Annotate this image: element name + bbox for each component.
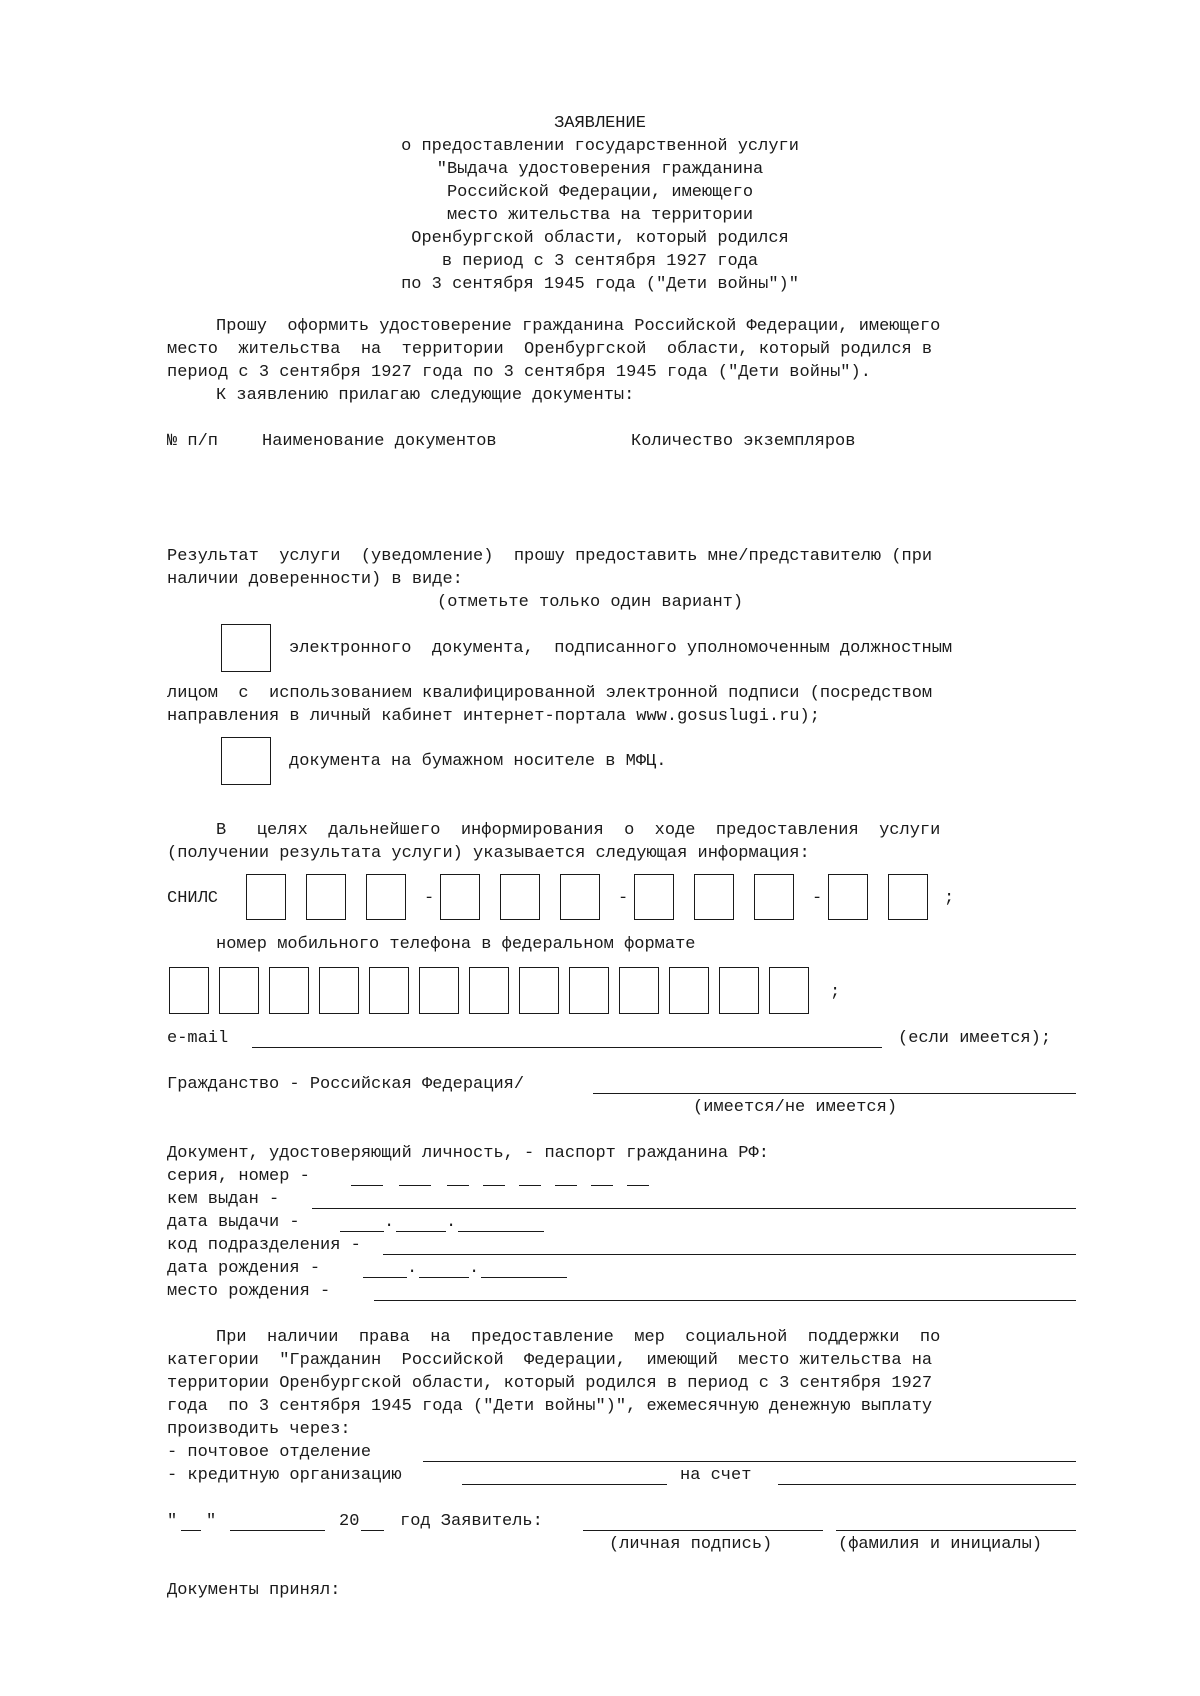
issue-date-day-field[interactable]: [340, 1231, 384, 1232]
result-hint: (отметьте только один вариант): [437, 593, 744, 612]
issue-date-year-field[interactable]: [458, 1231, 544, 1232]
header-line: по 3 сентября 1945 года ("Дети войны")": [401, 275, 799, 294]
option-paper-label: документа на бумажном носителе в МФЦ.: [289, 752, 667, 771]
snils-digit-box[interactable]: [888, 874, 928, 920]
applicant-label: год Заявитель:: [400, 1512, 543, 1531]
phone-digit-box[interactable]: [569, 967, 609, 1014]
series-number-field[interactable]: [483, 1185, 505, 1186]
attachments-intro: К заявлению прилагаю следующие документы:: [216, 386, 635, 405]
birth-date-year-field[interactable]: [481, 1277, 567, 1278]
option-electronic-label-cont: направления в личный кабинет интернет-портала www.gosuslugi.ru);: [167, 707, 820, 726]
year-prefix: 20: [339, 1512, 360, 1531]
quote-close: ": [206, 1512, 217, 1531]
birth-date-day-field[interactable]: [363, 1277, 407, 1278]
payment-line: производить через:: [167, 1420, 351, 1439]
phone-digit-box[interactable]: [669, 967, 709, 1014]
payment-line: года по 3 сентября 1945 года ("Дети войны")", ежемесячную денежную выплату: [167, 1397, 933, 1416]
series-number-field[interactable]: [351, 1185, 383, 1186]
column-doc-name: Наименование документов: [262, 432, 497, 451]
sign-year-field[interactable]: [361, 1530, 384, 1531]
series-number-field[interactable]: [447, 1185, 469, 1186]
birth-place-field[interactable]: [374, 1300, 1076, 1301]
account-field[interactable]: [778, 1484, 1076, 1485]
birth-place-label: место рождения -: [167, 1282, 331, 1301]
option-electronic-label: электронного документа, подписанного уполномоченным должностным: [289, 639, 953, 658]
quote-open: ": [167, 1512, 178, 1531]
phone-digit-box[interactable]: [769, 967, 809, 1014]
citizenship-field[interactable]: [593, 1093, 1076, 1094]
series-number-field[interactable]: [627, 1185, 649, 1186]
email-label: e-mail: [167, 1029, 229, 1048]
request-line: Прошу оформить удостоверение гражданина Российской Федерации, имеющего: [216, 317, 941, 336]
snils-dash: -: [618, 889, 629, 908]
request-line: период с 3 сентября 1927 года по 3 сентября 1945 года ("Дети войны").: [167, 363, 871, 382]
sign-month-field[interactable]: [230, 1530, 325, 1531]
header-line: Российской Федерации, имеющего: [446, 183, 754, 202]
phone-digit-box[interactable]: [269, 967, 309, 1014]
post-office-field[interactable]: [423, 1461, 1076, 1462]
issued-by-label: кем выдан -: [167, 1190, 280, 1209]
phone-label: номер мобильного телефона в федеральном формате: [216, 935, 696, 954]
header-line: в период с 3 сентября 1927 года: [441, 252, 759, 271]
birth-date-label: дата рождения -: [167, 1259, 321, 1278]
paper-document-checkbox[interactable]: [221, 737, 271, 785]
result-line: Результат услуги (уведомление) прошу предоставить мне/представителю (при: [167, 547, 933, 566]
date-dot: .: [469, 1259, 480, 1278]
series-number-field[interactable]: [399, 1185, 431, 1186]
snils-digit-box[interactable]: [366, 874, 406, 920]
full-name-field[interactable]: [836, 1530, 1076, 1531]
issue-date-label: дата выдачи -: [167, 1213, 300, 1232]
phone-digit-box[interactable]: [169, 967, 209, 1014]
phone-digit-box[interactable]: [419, 967, 459, 1014]
phone-digit-box[interactable]: [719, 967, 759, 1014]
snils-digit-box[interactable]: [500, 874, 540, 920]
payment-line: категории "Гражданин Российской Федерации, имеющий место жительства на: [167, 1351, 933, 1370]
phone-digit-box[interactable]: [619, 967, 659, 1014]
dept-code-field[interactable]: [383, 1254, 1076, 1255]
series-number-field[interactable]: [555, 1185, 577, 1186]
form-title: ЗАЯВЛЕНИЕ: [554, 114, 646, 133]
snils-semicolon: ;: [944, 889, 955, 908]
birth-date-month-field[interactable]: [419, 1277, 469, 1278]
documents-accepted-label: Документы принял:: [167, 1581, 341, 1600]
header-line: "Выдача удостоверения гражданина: [436, 160, 764, 179]
electronic-document-checkbox[interactable]: [221, 624, 271, 672]
citizenship-label: Гражданство - Российская Федерация/: [167, 1075, 525, 1094]
signature-field[interactable]: [583, 1530, 823, 1531]
signature-hint: (личная подпись): [609, 1535, 773, 1554]
snils-digit-box[interactable]: [694, 874, 734, 920]
header-line: Оренбургской области, который родился: [411, 229, 789, 248]
date-dot: .: [407, 1259, 418, 1278]
email-suffix: (если имеется);: [898, 1029, 1052, 1048]
series-number-field[interactable]: [591, 1185, 613, 1186]
payment-line: территории Оренбургской области, который родился в период с 3 сентября 1927: [167, 1374, 933, 1393]
email-field[interactable]: [252, 1047, 882, 1048]
post-office-label: - почтовое отделение: [167, 1443, 372, 1462]
snils-digit-box[interactable]: [560, 874, 600, 920]
snils-digit-box[interactable]: [828, 874, 868, 920]
snils-dash: -: [812, 889, 823, 908]
result-line: наличии доверенности) в виде:: [167, 570, 463, 589]
issued-by-field[interactable]: [312, 1208, 1076, 1209]
passport-heading: Документ, удостоверяющий личность, - паспорт гражданина РФ:: [167, 1144, 769, 1163]
account-label: на счет: [680, 1466, 752, 1485]
snils-digit-box[interactable]: [306, 874, 346, 920]
phone-digit-box[interactable]: [369, 967, 409, 1014]
column-quantity: Количество экземпляров: [631, 432, 856, 451]
request-line: место жительства на территории Оренбургской области, который родился в: [167, 340, 933, 359]
date-dot: .: [384, 1213, 395, 1232]
snils-digit-box[interactable]: [634, 874, 674, 920]
column-number: № п/п: [167, 432, 219, 451]
payment-line: При наличии права на предоставление мер социальной поддержки по: [216, 1328, 941, 1347]
series-number-field[interactable]: [519, 1185, 541, 1186]
snils-digit-box[interactable]: [440, 874, 480, 920]
snils-digit-box[interactable]: [246, 874, 286, 920]
credit-org-field[interactable]: [462, 1484, 667, 1485]
info-line: (получении результата услуги) указывается следующая информация:: [167, 844, 810, 863]
full-name-hint: (фамилия и инициалы): [838, 1535, 1043, 1554]
snils-label: СНИЛС: [167, 889, 219, 908]
option-electronic-label-cont: лицом с использованием квалифицированной электронной подписи (посредством: [167, 684, 933, 703]
series-number-label: серия, номер -: [167, 1167, 310, 1186]
dept-code-label: код подразделения -: [167, 1236, 361, 1255]
header-line: место жительства на территории: [446, 206, 754, 225]
issue-date-month-field[interactable]: [396, 1231, 446, 1232]
phone-digit-box[interactable]: [519, 967, 559, 1014]
info-line: В целях дальнейшего информирования о ходе предоставления услуги: [216, 821, 941, 840]
header-line: о предоставлении государственной услуги: [401, 137, 799, 156]
sign-day-field[interactable]: [181, 1530, 201, 1531]
credit-org-label: - кредитную организацию: [167, 1466, 402, 1485]
date-dot: .: [446, 1213, 457, 1232]
phone-digit-box[interactable]: [319, 967, 359, 1014]
snils-dash: -: [424, 889, 435, 908]
phone-semicolon: ;: [830, 983, 841, 1002]
citizenship-hint: (имеется/не имеется): [693, 1098, 898, 1117]
snils-digit-box[interactable]: [754, 874, 794, 920]
phone-digit-box[interactable]: [469, 967, 509, 1014]
phone-digit-box[interactable]: [219, 967, 259, 1014]
